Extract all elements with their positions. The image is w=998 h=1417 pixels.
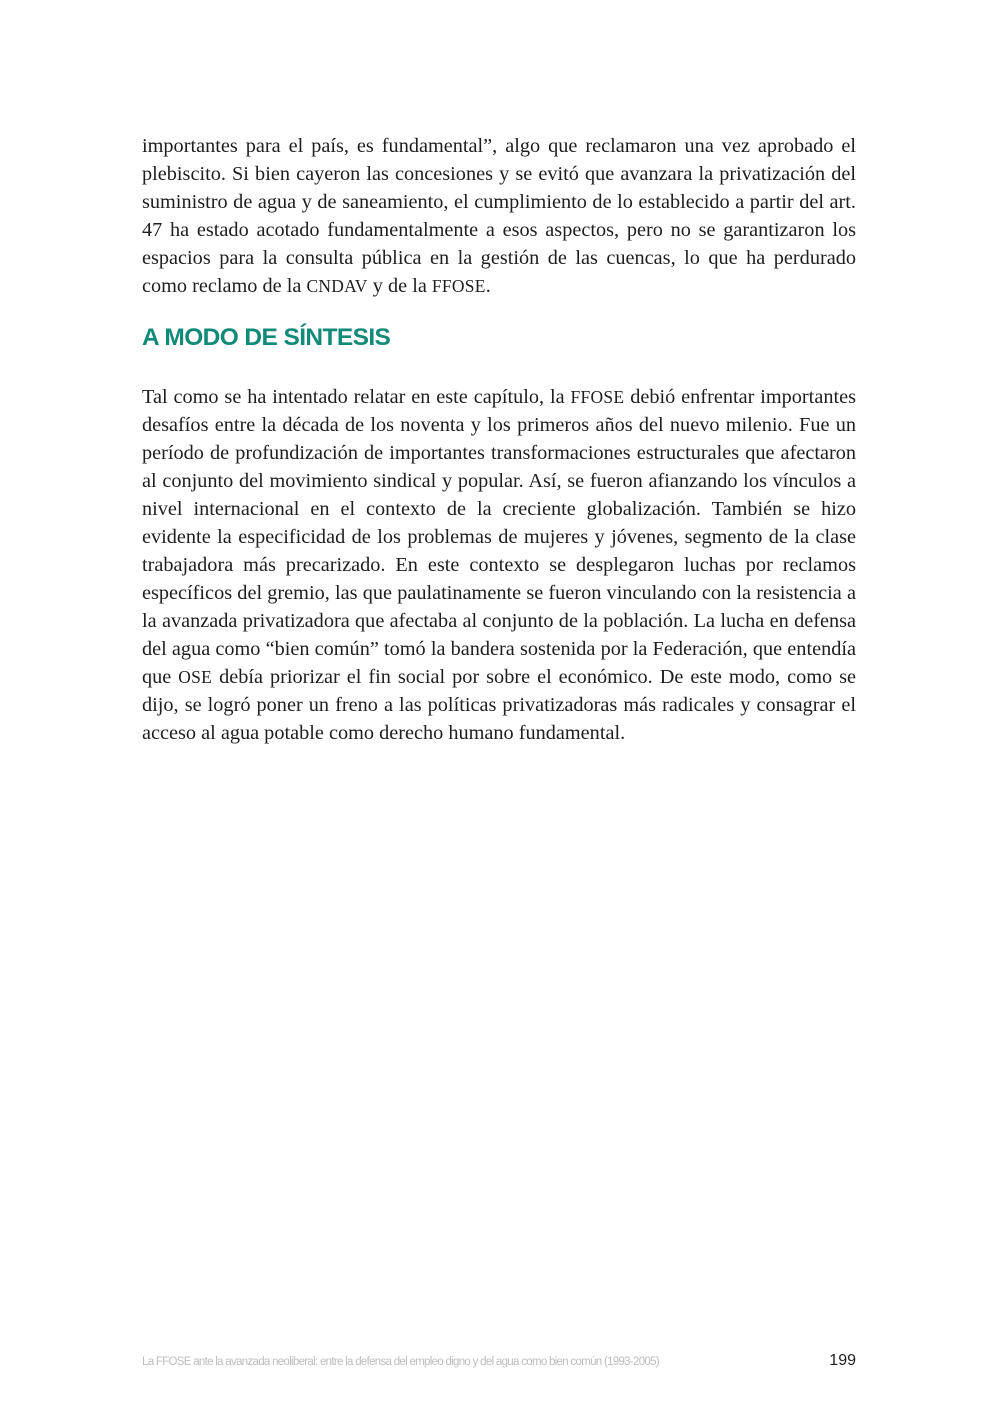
acronym-ffose: FFOSE: [431, 276, 486, 296]
acronym-ffose: FFOSE: [570, 387, 625, 407]
acronym-ose: OSE: [178, 667, 213, 687]
page-number: 199: [829, 1352, 856, 1369]
paragraph-2-text: Tal como se ha intentado relatar en este capítulo, la: [142, 386, 571, 408]
acronym-cndav: CNDAV: [306, 276, 368, 296]
paragraph-1-text: importantes para el país, es fundamental”, algo que reclamaron una vez aprobado el plebiscito. Si bien cayeron las concesiones y se evitó que avanzara la privatización del suministro de agua y de saneamiento, el cumplimiento de lo establecido a partir del art. 47 ha estado acotado fundamentalmente a esos aspectos, pero no se garantizaron los espacios para la consulta pública en la gestión de las cuencas, lo que ha perdurado como reclamo de la: [142, 135, 856, 297]
body-paragraph-1: [142, 132, 856, 300]
section-heading: A MODO DE SÍNTESIS: [142, 324, 391, 351]
paragraph-1-text: y de la: [367, 275, 432, 297]
footer-running-title: La FFOSE ante la avanzada neoliberal: entre la defensa del empleo digno y del agua como bien común (1993-2005): [142, 1356, 659, 1368]
paragraph-2-text: debió enfrentar importantes desafíos entre la década de los noventa y los primeros años del nuevo milenio. Fue un período de profundización de importantes transformaciones estructurales que afectaron al conjunto del movimiento sindical y popular. Así, se fueron afianzando los vínculos a nivel internacional en el contexto de la creciente globalización. También se hizo evidente la especificidad de los problemas de mujeres y jóvenes, segmento de la clase trabajadora más precarizado. En este contexto se desplegaron luchas por reclamos específicos del gremio, las que paulatinamente se fueron vinculando con la resistencia a la avanzada privatizadora que afectaba al conjunto de la población. La lucha en defensa del agua como “bien común” tomó la bandera sostenida por la Federación, que entendía que: [142, 386, 856, 688]
paragraph-1-text: .: [485, 275, 491, 297]
paragraph-2-text: debía priorizar el fin social por sobre el económico. De este modo, como se dijo, se logró poner un freno a las políticas privatizadoras más radicales y consagrar el acceso al agua potable como derecho humano fundamental.: [142, 666, 856, 744]
body-paragraph-2: [142, 383, 856, 747]
